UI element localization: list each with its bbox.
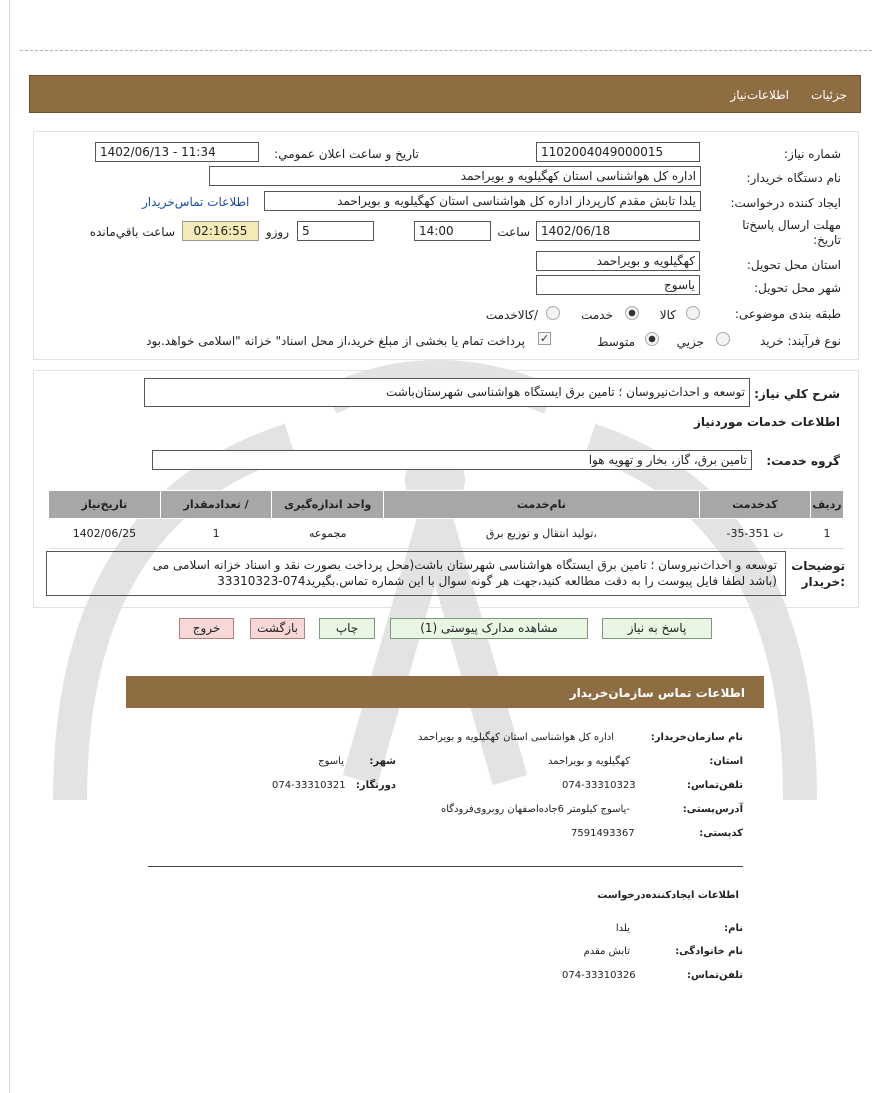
service-group-label: گروه خدمت:	[766, 454, 840, 468]
page-left-border	[9, 0, 10, 1093]
notes-label-buyer: :خريدار	[801, 575, 845, 589]
col-row-number: رديف	[811, 491, 844, 519]
org-province-value: کهگیلویه و بویراحمد	[548, 756, 630, 767]
creator-family-label: نام خانوادگی:	[675, 946, 743, 957]
city-label: شهر محل تحويل:	[754, 281, 841, 295]
col-need-date: تاريخ‌نياز	[49, 491, 161, 519]
org-postal-label: کدپستی:	[699, 828, 743, 839]
services-table	[48, 490, 844, 549]
col-unit: واحد اندازه‌گيری	[272, 491, 384, 519]
org-city-value: یاسوج	[318, 756, 344, 767]
buyer-org-field: اداره کل هواشناسی استان کهگیلویه و بویراحمد	[209, 166, 701, 186]
org-province-label: استان:	[709, 756, 743, 767]
contact-divider	[148, 866, 743, 867]
org-name-label: نام سازمان‌خريدار:	[650, 732, 743, 743]
creator-field: یلدا تابش مقدم کارپرداز اداره کل هواشناسی استان کهگیلویه و بویراحمد	[264, 191, 701, 211]
buyer-contact-title: اطلاعات تماس سازمان‌خريدار	[569, 686, 745, 700]
col-service-name: نام‌خدمت	[384, 491, 700, 519]
org-city-label: شهر:	[369, 756, 396, 767]
category-label: طبقه بندی موضوعی:	[734, 307, 841, 321]
summary-label: شرح کلي نياز:	[754, 387, 840, 401]
province-field: کهگیلویه و بویراحمد	[536, 251, 700, 271]
org-name-value: اداره کل هواشناسی استان کهگیلویه و بویراحمد	[417, 732, 614, 743]
need-number-label: شماره نياز:	[784, 147, 841, 161]
cell-quantity: 1	[160, 519, 272, 549]
days-field: 5	[297, 221, 374, 241]
services-title: اطلاعات خدمات موردنياز	[693, 415, 840, 429]
category-goods-radio[interactable]	[686, 306, 700, 320]
org-fax-label: دورنگار:	[355, 780, 396, 791]
exit-button[interactable]: خروج	[179, 618, 234, 639]
notes-field	[46, 551, 786, 596]
tab-details[interactable]: جزئيات	[811, 88, 847, 102]
cell-unit: مجموعه	[272, 519, 384, 549]
col-service-code: کدخدمت	[699, 491, 810, 519]
deadline-label: مهلت ارسال پاسخ‌تا	[742, 218, 841, 232]
remaining-label: ساعت باقي‌مانده	[89, 225, 175, 239]
process-minor-radio[interactable]	[716, 332, 730, 346]
process-label: نوع فرآيند: خريد	[760, 334, 841, 348]
cell-service-code: ت 351-35-	[699, 519, 810, 549]
creator-family-value: تابش مقدم	[583, 946, 630, 957]
buyer-contact-link[interactable]: اطلاعات تماس‌خريدار	[142, 195, 250, 209]
process-medium-radio[interactable]	[645, 332, 659, 346]
notes-line-2: (باشد لطفا فایل پیوست را به دقت مطالعه کنید،جهت هر گونه سوال با این شماره تماس.بگیرید074-33310323	[217, 574, 777, 588]
view-attachments-button[interactable]: مشاهده مدارک پيوستی (1)	[390, 618, 588, 639]
org-postal-value: 7591493367	[571, 828, 635, 839]
services-table-header	[49, 491, 844, 519]
notes-label: توضيحات	[791, 559, 845, 573]
top-tab-bar	[29, 75, 861, 113]
summary-field: توسعه و احداث‌نیروسان ؛ تامین برق ایستگاه هواشناسی شهرستان‌باشت	[144, 378, 750, 407]
table-row	[49, 519, 844, 549]
payment-note: پرداخت تمام يا بخشی از مبلغ خريد،از محل اسناد" خزانه "اسلامی خواهد.بود	[146, 334, 525, 348]
org-address-label: آدرس‌پستی:	[682, 804, 743, 815]
print-button[interactable]: چاپ	[319, 618, 375, 639]
reply-button[interactable]: پاسخ به نياز	[602, 618, 712, 639]
creator-contact-title: اطلاعات ايجادکننده‌درخواست	[597, 890, 739, 901]
deadline-time-field: 14:00	[414, 221, 491, 241]
remaining-time-field: 02:16:55	[182, 221, 259, 241]
top-divider	[20, 50, 872, 51]
announce-date-field: 1402/06/13 - 11:34	[95, 142, 259, 162]
creator-label: ايجاد کننده درخواست:	[730, 196, 841, 210]
category-goods-service-radio[interactable]	[546, 306, 560, 320]
creator-name-label: نام:	[724, 923, 743, 934]
process-minor-label: جزيي	[676, 335, 704, 349]
cell-service-name: ،تولید انتقال و توزیع برق	[384, 519, 700, 549]
need-number-field: 1102004049000015	[536, 142, 700, 162]
buyer-contact-header	[126, 676, 764, 708]
deadline-label-date: تاريخ:	[813, 233, 841, 247]
service-group-field: تامین برق، گاز، بخار و تهویه هوا	[152, 450, 752, 470]
col-quantity: / تعدادمقدار	[160, 491, 272, 519]
org-fax-value: 074-33310321	[272, 780, 346, 791]
day-label: روزو	[265, 225, 289, 239]
announce-label: تاريخ و ساعت اعلان عمومي:	[274, 147, 419, 161]
org-phone-label: تلفن‌تماس:	[686, 780, 743, 791]
payment-checkbox[interactable]: ✓	[539, 332, 550, 345]
province-label: استان محل تحويل:	[746, 258, 841, 272]
category-service-label: خدمت	[581, 308, 613, 322]
org-address-value: -یاسوج کیلومتر 6جاده‌اصفهان روبروی‌فرودگاه	[441, 804, 630, 815]
back-button[interactable]: بازگشت	[250, 618, 305, 639]
org-phone-value: 074-33310323	[562, 780, 636, 791]
buyer-org-label: نام دستگاه خريدار:	[746, 171, 841, 185]
creator-name-value: یلدا	[615, 923, 630, 934]
cell-need-date: 1402/06/25	[49, 519, 161, 549]
category-goods-label: کالا	[659, 308, 676, 322]
category-service-radio[interactable]	[625, 306, 639, 320]
process-medium-label: متوسط	[597, 335, 635, 349]
creator-phone-value: 074-33310326	[562, 970, 636, 981]
notes-line-1: توسعه و احداث‌نیروسان ؛ تامین برق ایستگاه هواشناسی شهرستان باشت(محل پرداخت بصورت نقد و اسناد خزانه اسلامی می	[152, 558, 777, 572]
city-field: یاسوج	[536, 275, 700, 295]
time-label: ساعت	[497, 225, 530, 239]
category-goods-service-label: /کالاخدمت	[485, 308, 538, 322]
deadline-date-field: 1402/06/18	[536, 221, 700, 241]
cell-row-number: 1	[811, 519, 844, 549]
tab-need-info[interactable]: اطلاعات‌نياز	[730, 88, 789, 102]
creator-phone-label: تلفن‌تماس:	[686, 970, 743, 981]
